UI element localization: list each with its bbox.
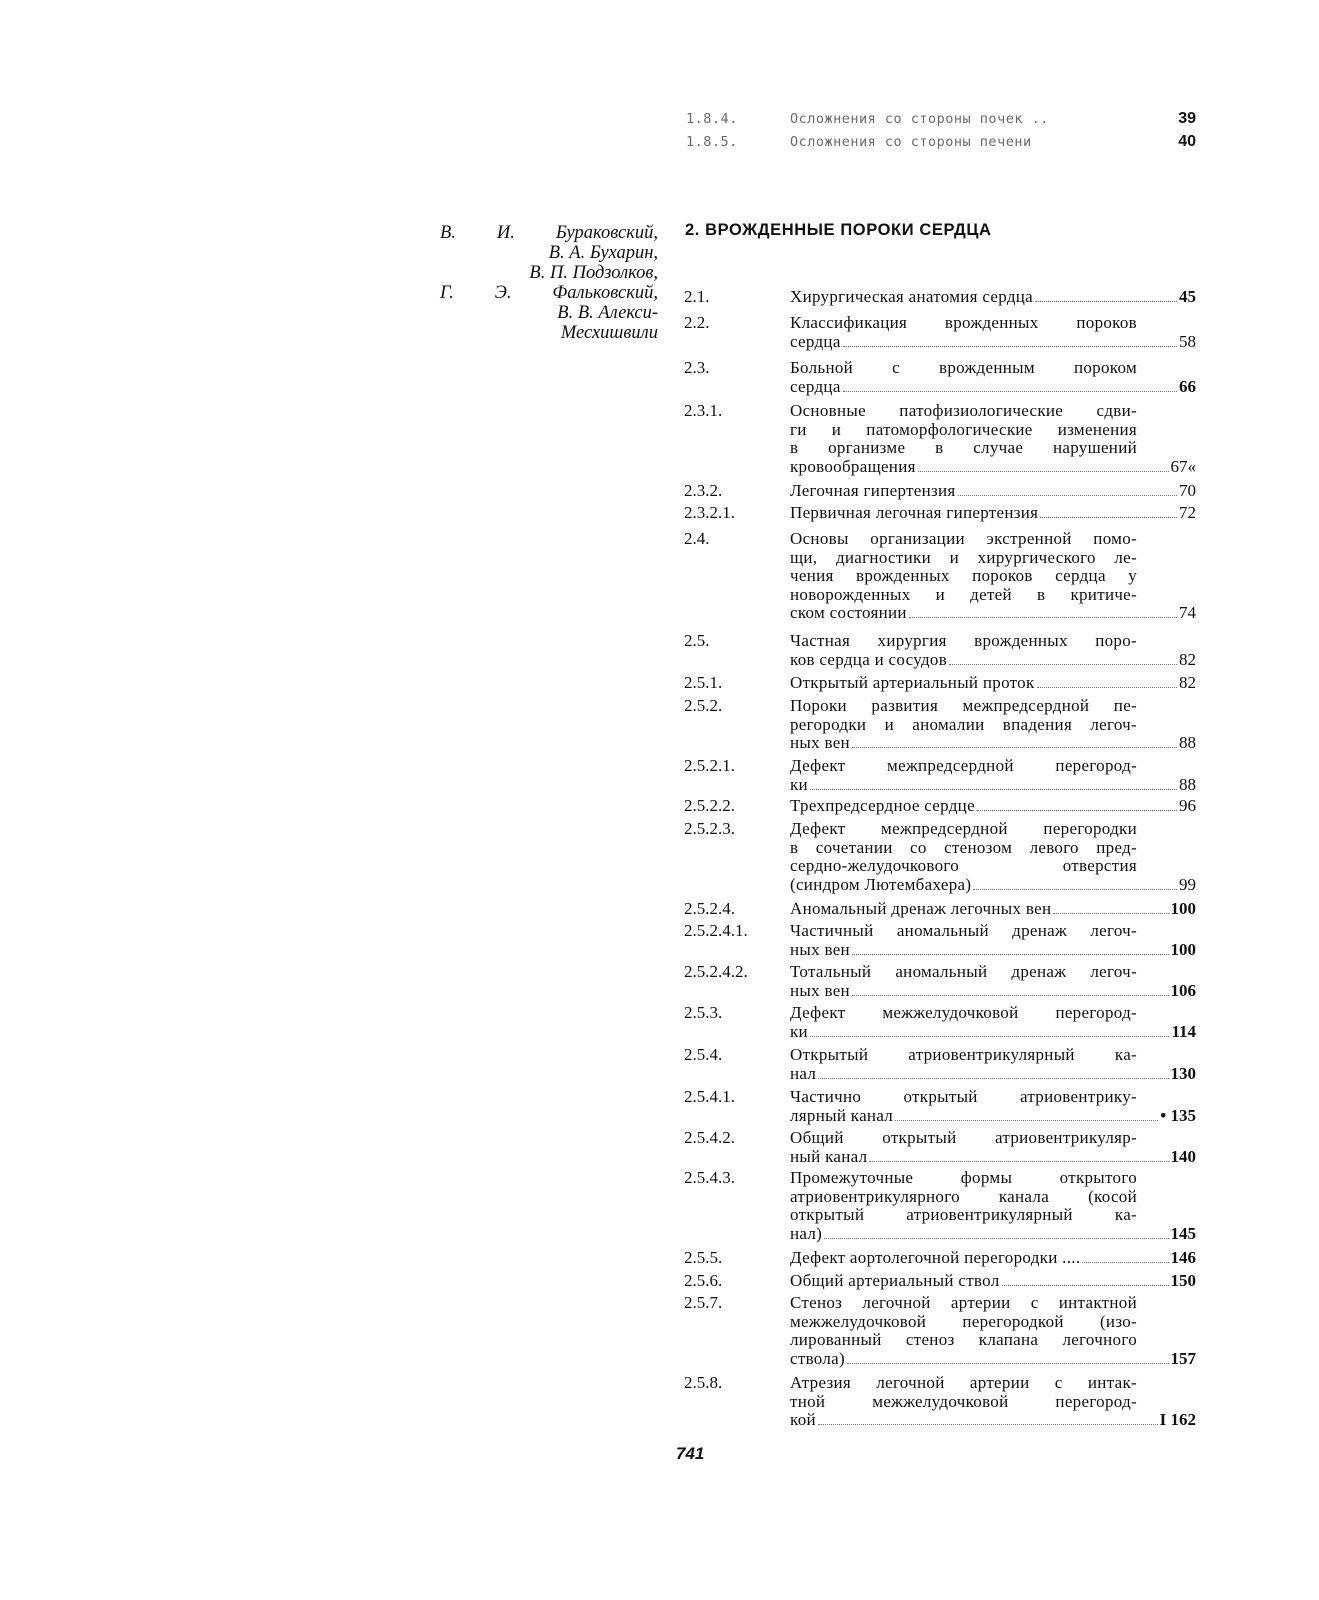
- entry-number: 2.5.6.: [684, 1271, 723, 1290]
- dot-leader: [895, 1120, 1158, 1121]
- authors: [440, 223, 658, 343]
- entry-title-line: кой: [790, 1410, 816, 1429]
- entry-number: 2.1.: [684, 287, 710, 306]
- entry-last-line: [790, 797, 1196, 816]
- entry-title: [790, 632, 1196, 669]
- entry-last-line: [790, 1411, 1196, 1430]
- dot-leader: [1002, 1285, 1169, 1286]
- dot-leader: [818, 1424, 1158, 1425]
- entry-number: 2.5.2.2.: [684, 796, 735, 815]
- entry-title-line: сердца: [790, 331, 841, 351]
- entry-title-line: межжелудочковой перегородкой (изо-: [790, 1311, 1137, 1331]
- entry-last-line: [790, 604, 1196, 623]
- entry-title: [790, 1272, 1196, 1291]
- entry-title: [790, 1046, 1196, 1083]
- entry-number: 2.5.3.: [684, 1003, 723, 1022]
- entry-title: [790, 1129, 1196, 1166]
- entry-last-line: [790, 1023, 1196, 1042]
- entry-page: 88: [1179, 733, 1196, 752]
- entry-title: [790, 820, 1196, 894]
- entry-title-line: ный канал: [790, 1146, 868, 1166]
- entry-title: Осложнения со стороны почек ..: [790, 111, 1049, 127]
- entry-title-line: новорожденных и детей в критиче-: [790, 584, 1137, 604]
- dot-leader: [1037, 687, 1177, 688]
- entry-page: 82: [1179, 649, 1196, 669]
- entry-title-line: Трехпредсердное сердце: [790, 796, 975, 815]
- entry-title: Осложнения со стороны печени: [790, 134, 1032, 150]
- entry-title-line: нал): [790, 1223, 823, 1243]
- entry-page: 70: [1179, 481, 1196, 500]
- entry-page: 67«: [1170, 456, 1196, 476]
- dot-leader: [843, 391, 1177, 392]
- entry-title-line: лированный стеноз клапана легочного: [790, 1330, 1137, 1349]
- entry-title: [790, 757, 1196, 794]
- dot-leader: [918, 471, 1169, 472]
- entry-number: 2.5.: [684, 631, 710, 650]
- entry-page: 40: [1178, 133, 1196, 150]
- entry-title: [790, 1294, 1196, 1368]
- entry-page: 39: [1178, 110, 1196, 127]
- entry-title: [790, 963, 1196, 1000]
- dot-leader: [1082, 1262, 1168, 1263]
- entry-number: 2.5.2.4.1.: [684, 921, 748, 940]
- dot-leader: [869, 1161, 1168, 1162]
- entry-last-line: [790, 1249, 1196, 1268]
- entry-title-line: Основы организации экстренной помо-: [790, 529, 1137, 548]
- entry-title: [790, 1088, 1196, 1125]
- entry-last-line: [790, 1148, 1196, 1167]
- author-line: В. А. Бухарин,: [548, 243, 658, 263]
- entry-number: 2.3.1.: [684, 401, 723, 420]
- entry-last-line: [790, 776, 1196, 795]
- entry-number: 1.8.5.: [686, 134, 738, 150]
- dot-leader: [852, 747, 1177, 748]
- entry-page: 140: [1170, 1146, 1196, 1166]
- entry-title-line: щи, диагностики и хирургического ле-: [790, 547, 1137, 567]
- dot-leader: [852, 954, 1169, 955]
- entry-title: [790, 900, 1196, 919]
- entry-title: [790, 1249, 1196, 1268]
- entry-number: 2.5.4.2.: [684, 1128, 735, 1147]
- entry-last-line: [790, 674, 1196, 693]
- entry-number: 2.5.2.4.2.: [684, 962, 748, 981]
- entry-number: 2.5.8.: [684, 1373, 723, 1392]
- entry-page: 157: [1170, 1348, 1196, 1368]
- entry-number: 2.5.4.3.: [684, 1168, 735, 1187]
- entry-title-line: открытый атриовентрикулярный ка-: [790, 1205, 1137, 1224]
- entry-last-line: [790, 982, 1196, 1001]
- entry-page: 74: [1179, 603, 1196, 622]
- entry-last-line: [790, 734, 1196, 753]
- dot-leader: [810, 789, 1177, 790]
- entry-title-line: в сочетании со стенозом левого пред-: [790, 837, 1137, 857]
- dot-leader: [909, 617, 1177, 618]
- dot-leader: [977, 810, 1177, 811]
- entry-title-line: сердно-желудочкового отверстия: [790, 856, 1137, 875]
- entry-title-line: Общий открытый атриовентрикуляр-: [790, 1128, 1137, 1147]
- entry-title-line: Основные патофизиологические сдви-: [790, 401, 1137, 420]
- entry-title-line: Первичная легочная гипертензия: [790, 503, 1039, 522]
- entry-title-line: тной межжелудочковой перегород-: [790, 1391, 1137, 1411]
- entry-page: 72: [1179, 503, 1196, 522]
- entry-last-line: [790, 1107, 1196, 1126]
- author-line: В. П. Подзолков,: [529, 263, 658, 283]
- entry-page: I 162: [1159, 1410, 1196, 1429]
- entry-title: [790, 1169, 1196, 1243]
- entry-number: 2.4.: [684, 529, 710, 548]
- entry-title: [790, 922, 1196, 959]
- entry-number: 2.5.7.: [684, 1293, 723, 1312]
- entry-page: 82: [1179, 673, 1196, 692]
- entry-last-line: [790, 1065, 1196, 1084]
- entry-title: [790, 288, 1196, 307]
- author-line: В. В. Алекси-: [557, 303, 658, 323]
- entry-title-line: Атрезия легочной артерии с интак-: [790, 1373, 1137, 1392]
- dot-leader: [949, 664, 1177, 665]
- entry-title-line: регородки и аномалии впадения легоч-: [790, 714, 1137, 734]
- entry-title: [790, 359, 1196, 396]
- dot-leader: [810, 1036, 1169, 1037]
- entry-title-line: Частично открытый атриовентрику-: [790, 1087, 1137, 1106]
- entry-number: 2.5.2.4.: [684, 899, 735, 918]
- entry-title-line: Классификация врожденных пороков: [790, 313, 1137, 332]
- entry-title-line: (синдром Лютембахера): [790, 874, 972, 894]
- entry-last-line: [790, 504, 1196, 523]
- entry-title-line: Дефект межпредсердной перегород-: [790, 756, 1137, 775]
- entry-title-line: Частная хирургия врожденных поро-: [790, 631, 1137, 650]
- entry-title: [790, 697, 1196, 753]
- entry-title-line: атриовентрикулярного канала (косой: [790, 1186, 1137, 1206]
- entry-title: [790, 1374, 1196, 1430]
- entry-page: 96: [1179, 796, 1196, 815]
- entry-title-line: Пороки развития межпредсердной пе-: [790, 696, 1137, 715]
- entry-last-line: [790, 651, 1196, 670]
- entry-title: [790, 1004, 1196, 1041]
- entry-title-line: Дефект аортолегочной перегородки ....: [790, 1248, 1081, 1267]
- entry-page: 150: [1170, 1271, 1196, 1290]
- entry-last-line: [790, 900, 1196, 919]
- entry-page: 145: [1170, 1223, 1196, 1243]
- entry-last-line: [790, 482, 1196, 501]
- entry-title-line: Промежуточные формы открытого: [790, 1168, 1137, 1187]
- entry-title: [790, 402, 1196, 476]
- entry-number: 2.5.2.3.: [684, 819, 735, 838]
- entry-title: [790, 530, 1196, 623]
- dot-leader: [973, 889, 1177, 890]
- entry-title: [790, 504, 1196, 523]
- entry-page: 88: [1179, 774, 1196, 794]
- entry-page: 45: [1179, 287, 1196, 306]
- entry-last-line: [790, 1272, 1196, 1291]
- dot-leader: [1035, 301, 1177, 302]
- entry-title-line: ных вен: [790, 980, 850, 1000]
- entry-last-line: [790, 1350, 1196, 1369]
- entry-number: 2.5.1.: [684, 673, 723, 692]
- entry-page: 100: [1170, 899, 1196, 918]
- entry-title-line: ском состоянии: [790, 603, 907, 622]
- entry-last-line: [790, 876, 1196, 895]
- entry-title-line: лярный канал: [790, 1105, 894, 1125]
- entry-title-line: ных вен: [790, 733, 850, 752]
- entry-page: 99: [1179, 874, 1196, 894]
- dot-leader: [843, 346, 1177, 347]
- dot-leader: [847, 1363, 1169, 1364]
- entry-number: 2.5.2.1.: [684, 756, 735, 775]
- entry-title: [790, 797, 1196, 816]
- dot-leader: [852, 995, 1169, 996]
- author-line: Г. Э. Фальковский,: [440, 283, 658, 303]
- dot-leader: [818, 1078, 1168, 1079]
- entry-number: 2.3.2.: [684, 481, 723, 500]
- entry-title-line: ков сердца и сосудов: [790, 649, 948, 669]
- entry-last-line: [790, 288, 1196, 307]
- entry-title-line: Дефект межпредсердной перегородки: [790, 819, 1137, 838]
- entry-title-line: чения врожденных пороков сердца у: [790, 566, 1137, 585]
- entry-page: 100: [1170, 939, 1196, 959]
- entry-number: 2.5.2.: [684, 696, 723, 715]
- entry-title-line: ки: [790, 774, 808, 794]
- entry-page: 146: [1170, 1248, 1196, 1267]
- dot-leader: [1053, 913, 1168, 914]
- entry-title-line: Открытый артериальный проток: [790, 673, 1035, 692]
- entry-title-line: Аномальный дренаж легочных вен: [790, 899, 1052, 918]
- page-number: 741: [676, 1444, 705, 1463]
- entry-number: 2.3.: [684, 358, 710, 377]
- entry-title-line: ки: [790, 1021, 808, 1041]
- entry-title-line: Общий артериальный ствол: [790, 1271, 1000, 1290]
- dot-leader: [824, 1238, 1168, 1239]
- entry-title-line: Дефект межжелудочковой перегород-: [790, 1003, 1137, 1022]
- entry-title-line: Больной с врожденным пороком: [790, 358, 1137, 377]
- entry-title-line: в организме в случае нарушений: [790, 438, 1137, 457]
- author-line: В. И. Бураковский,: [440, 223, 658, 243]
- entry-title-line: кровообращения: [790, 456, 916, 476]
- entry-last-line: [790, 458, 1196, 477]
- entry-page: • 135: [1160, 1105, 1196, 1125]
- entry-number: 2.5.4.: [684, 1045, 723, 1064]
- author-line: Месхишвили: [560, 323, 658, 343]
- entry-number: 2.3.2.1.: [684, 503, 735, 522]
- entry-number: 2.5.4.1.: [684, 1087, 735, 1106]
- entry-title-line: ги и патоморфологические изменения: [790, 419, 1137, 439]
- entry-page: 66: [1179, 376, 1196, 396]
- dot-leader: [958, 495, 1177, 496]
- dot-leader: [1040, 517, 1177, 518]
- entry-last-line: [790, 378, 1196, 397]
- entry-title-line: Легочная гипертензия: [790, 481, 956, 500]
- section-heading: 2. ВРОЖДЕННЫЕ ПОРОКИ СЕРДЦА: [685, 221, 992, 239]
- entry-number: 1.8.4.: [686, 111, 738, 127]
- entry-number: 2.5.5.: [684, 1248, 723, 1267]
- entry-title: [790, 674, 1196, 693]
- entry-title: [790, 482, 1196, 501]
- entry-page: 106: [1170, 980, 1196, 1000]
- entry-title-line: сердца: [790, 376, 841, 396]
- entry-title-line: ствола): [790, 1348, 845, 1368]
- entry-title-line: Стеноз легочной артерии с интактной: [790, 1293, 1137, 1312]
- entry-page: 114: [1171, 1021, 1196, 1041]
- entry-title-line: Хирургическая анатомия сердца: [790, 287, 1034, 306]
- entry-number: 2.2.: [684, 313, 710, 332]
- entry-page: 130: [1170, 1063, 1196, 1083]
- entry-title-line: Тотальный аномальный дренаж легоч-: [790, 962, 1137, 981]
- entry-title-line: Открытый атриовентрикулярный ка-: [790, 1045, 1137, 1064]
- entry-title-line: Частичный аномальный дренаж легоч-: [790, 921, 1137, 940]
- entry-last-line: [790, 941, 1196, 960]
- entry-last-line: [790, 1225, 1196, 1244]
- entry-last-line: [790, 333, 1196, 352]
- entry-title-line: ных вен: [790, 939, 850, 959]
- entry-title-line: нал: [790, 1063, 817, 1083]
- entry-title: [790, 314, 1196, 351]
- entry-page: 58: [1179, 331, 1196, 351]
